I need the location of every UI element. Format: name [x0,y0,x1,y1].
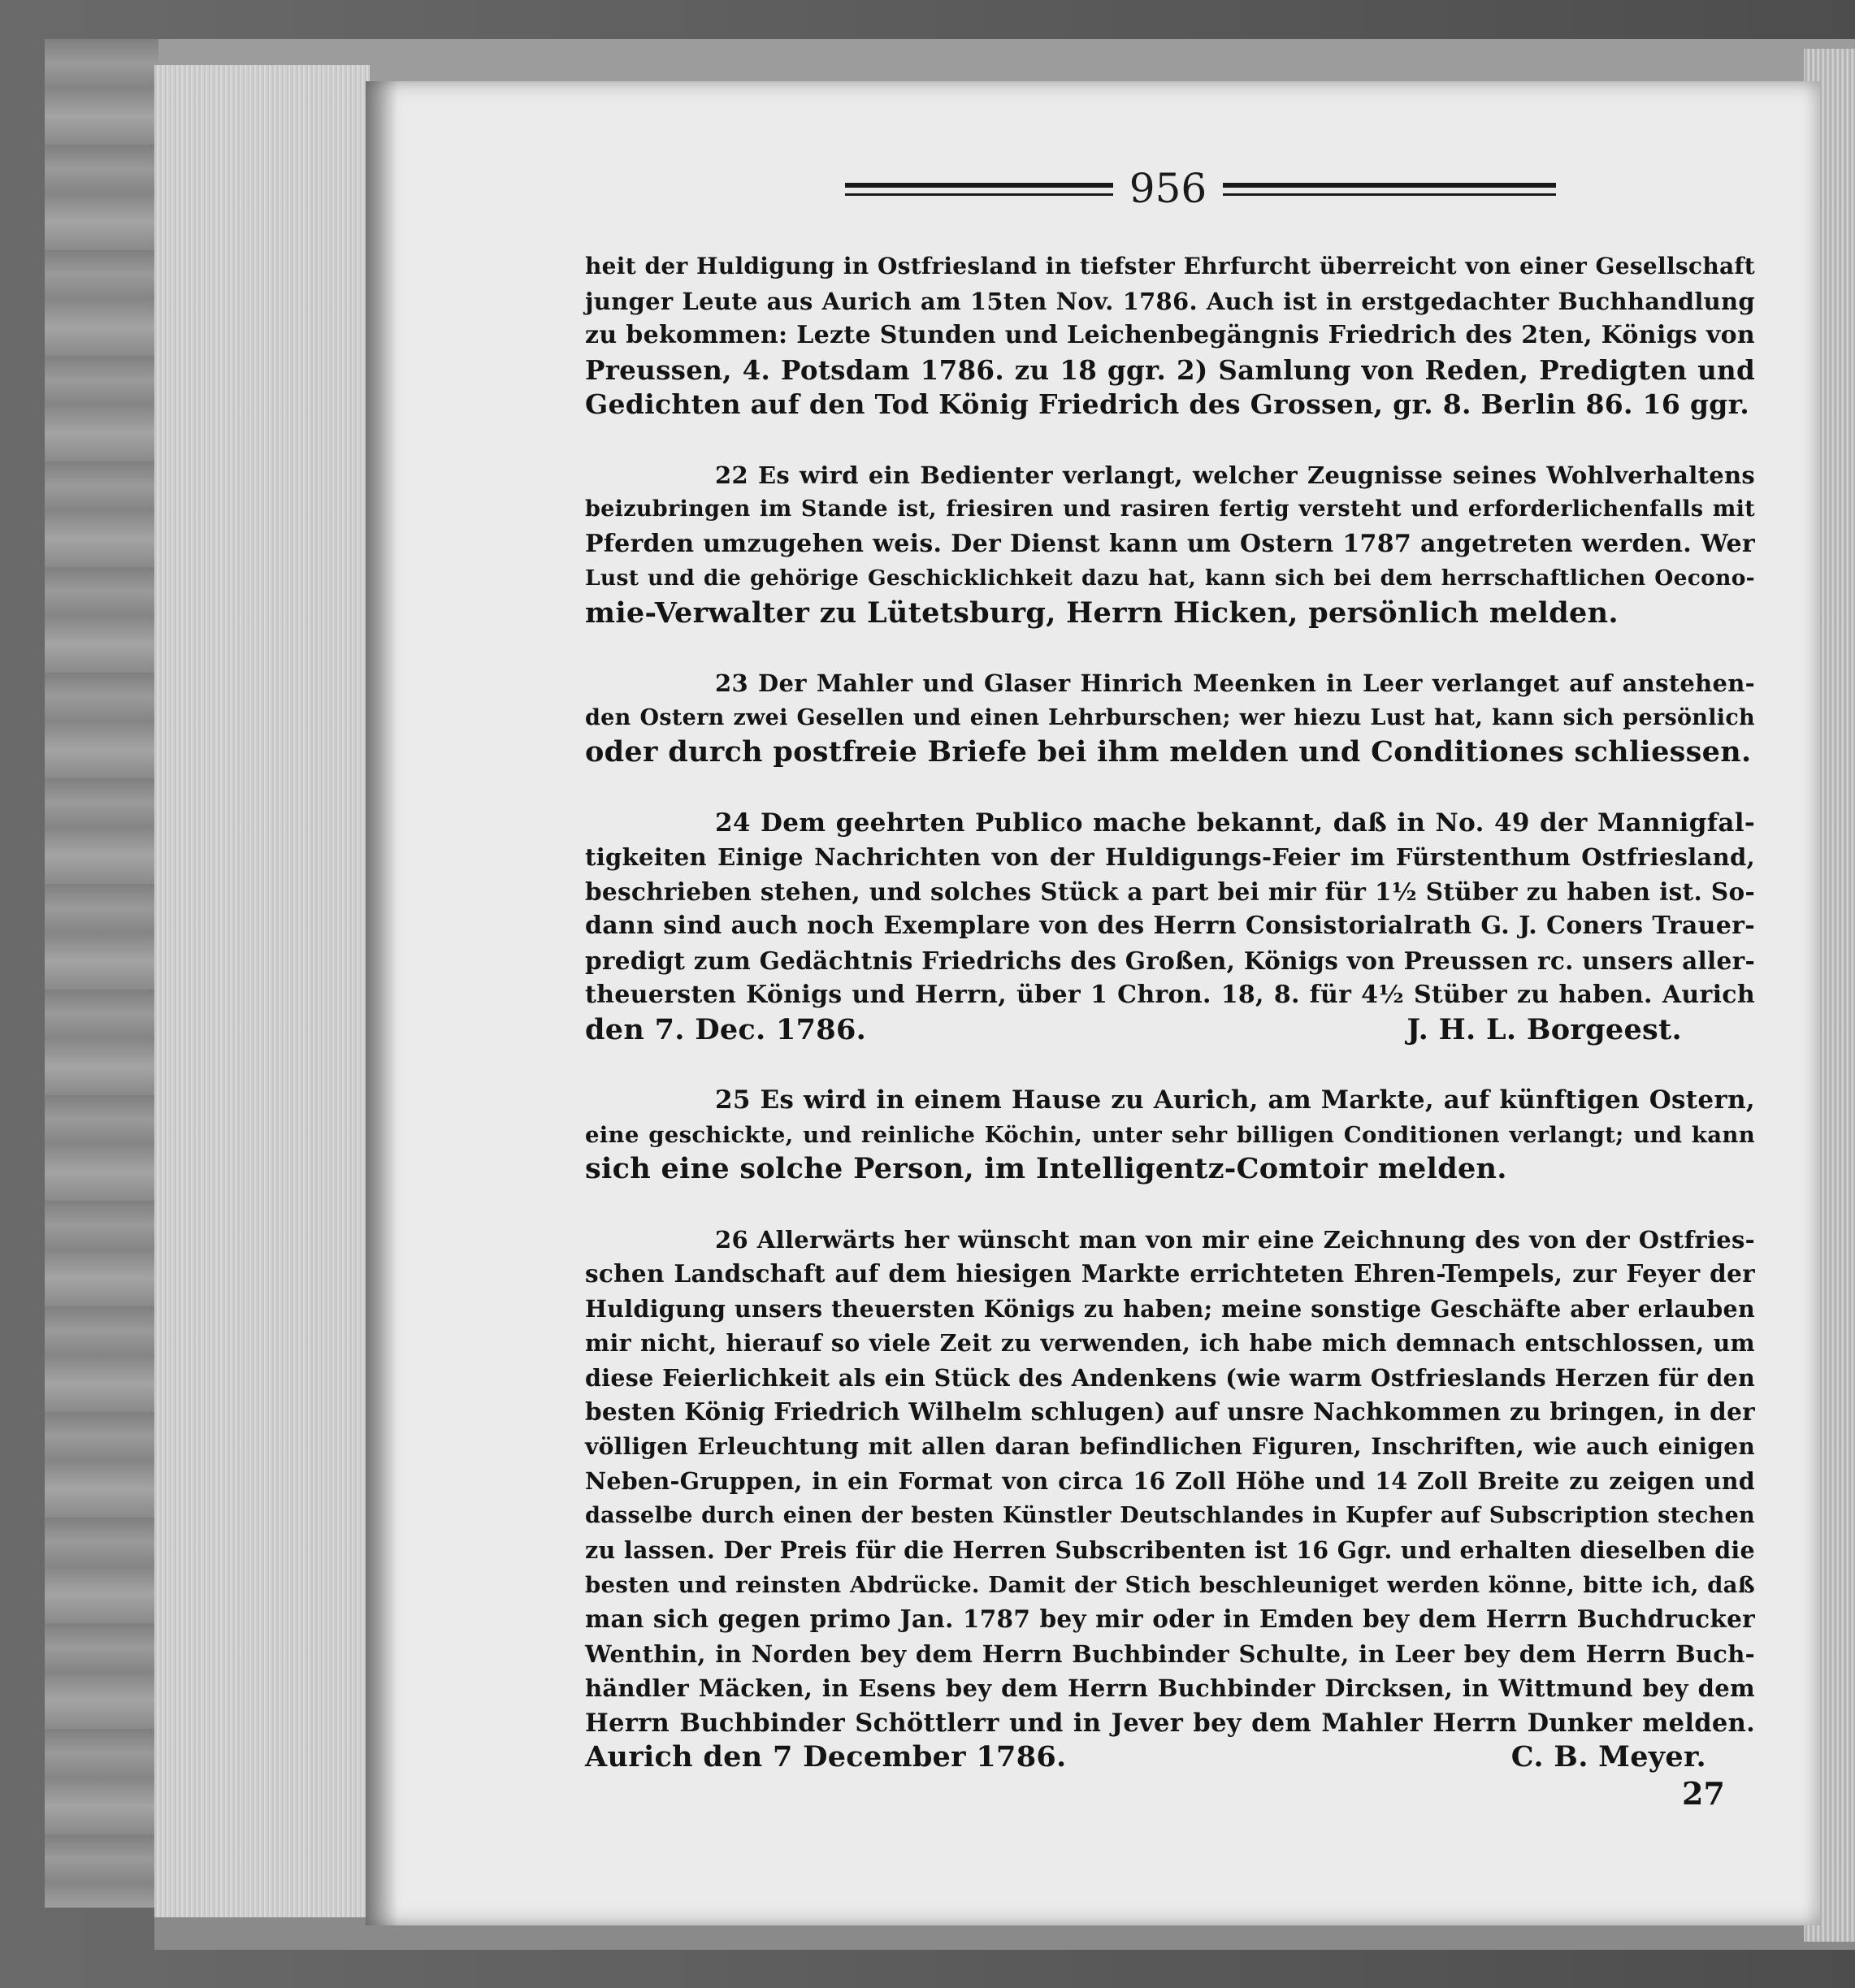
text-line: Wenthin, in Norden bey dem Herrn Buchbinder Schulte, in Leer bey dem Herrn Buch- [585,1639,1755,1668]
text-line: Gedichten auf den Tod König Friedrich des Grossen, gr. 8. Berlin 86. 16 ggr. [585,388,1750,420]
text-line: junger Leute aus Aurich am 15ten Nov. 1786. Auch ist in erstgedachter Buchhandlung [585,287,1755,315]
text-line: Preussen, 4. Potsdam 1786. zu 18 ggr. 2) Samlung von Reden, Predigten und [585,353,1755,386]
text-line: mie-Verwalter zu Lütetsburg, Herrn Hicken, persönlich melden. [585,596,1619,630]
notice-22 [585,458,1755,631]
signature-name: C. B. Meyer. [1510,1740,1706,1774]
notice-26 [585,1223,1755,1775]
paragraph-gap [585,1047,1755,1083]
page-number: 956 [1129,165,1207,212]
signature-date: den 7. Dec. 1786. [585,1012,867,1046]
paragraph-gap [585,422,1755,458]
text-line: sich eine solche Person, im Intelligentz-Comtoir melden. [585,1152,1507,1185]
notice-25 [585,1083,1755,1187]
text-line: 26 Allerwärts her wünscht man von mir eine Zeichnung des von der Ostfries- [715,1225,1755,1254]
book-cover-spine [45,39,158,1908]
text-line: 23 Der Mahler und Glaser Hinrich Meenken in Leer verlanget auf anstehen- [715,669,1755,697]
text-line: Neben-Gruppen, in ein Format von circa 16 Zoll Höhe und 14 Zoll Breite zu zeigen und [585,1467,1755,1495]
text-line: Lust und die gehörige Geschicklichkeit dazu hat, kann sich bei dem herrschaftlichen Oecono- [585,565,1755,591]
text-line: schen Landschaft auf dem hiesigen Markte errichteten Ehren-Tempels, zur Feyer der [585,1259,1755,1288]
gathering-signature: 27 [1682,1775,1725,1812]
notice-21 [585,249,1755,422]
text-line: beizubringen im Stande ist, friesiren und rasiren fertig versteht und erforderlichenfalls mit [585,496,1755,522]
text-line: besten und reinsten Abdrücke. Damit der Stich beschleuniget werden könne, bitte ich, daß [585,1571,1755,1598]
signature-line [585,1740,1755,1775]
text-line: Pferden umzugehen weis. Der Dienst kann um Ostern 1787 angetreten werden. Wer [585,529,1755,558]
page-header [845,165,1755,214]
page-body [585,249,1755,1775]
text-line: heit der Huldigung in Ostfriesland in tiefster Ehrfurcht überreicht von einer Gesellschaft [585,253,1755,279]
notice-23 [585,666,1755,770]
signature-date: Aurich den 7 December 1786. [585,1740,1067,1774]
text-line: zu bekommen: Lezte Stunden und Leichenbegängnis Friedrich des 2ten, Königs von [585,321,1755,349]
header-rule-right [1223,183,1556,196]
text-line: mir nicht, hierauf so viele Zeit zu verwenden, ich habe mich demnach entschlossen, um [585,1329,1755,1357]
text-line: predigt zum Gedächtnis Friedrichs des Großen, Königs von Preussen rc. unsers aller- [585,946,1755,975]
text-line: 22 Es wird ein Bedienter verlangt, welcher Zeugnisse seines Wohlverhaltens [715,461,1755,489]
text-line: dann sind auch noch Exemplare von des Herrn Consistorialrath G. J. Coners Trauer- [585,912,1755,940]
paragraph-gap [585,1187,1755,1223]
header-rule-left [845,183,1113,196]
text-line: 25 Es wird in einem Hause zu Aurich, am Markte, auf künftigen Ostern, [715,1085,1755,1115]
text-line: händler Mäcken, in Esens bey dem Herrn Buchbinder Dircksen, in Wittmund bey dem [585,1674,1755,1702]
text-line: oder durch postfreie Briefe bei ihm melden und Conditiones schliessen. [585,735,1752,769]
text-line: den Ostern zwei Gesellen und einen Lehrburschen; wer hiezu Lust hat, kann sich persönlich [585,704,1755,730]
text-line: eine geschickte, und reinliche Köchin, unter sehr billigen Conditionen verlangt; und kann [585,1121,1755,1148]
paragraph-gap [585,770,1755,806]
text-line: besten König Friedrich Wilhelm schlugen) auf unsre Nachkommen zu bringen, in der [585,1397,1755,1426]
text-line: dasselbe durch einen der besten Künstler Deutschlandes in Kupfer auf Subscription stechen [585,1502,1755,1528]
text-line: Herrn Buchbinder Schöttlerr und in Jever bey dem Mahler Herrn Dunker melden. [585,1708,1755,1738]
notice-24 [585,806,1755,1048]
paragraph-gap [585,630,1755,666]
signature-line [585,1013,1755,1048]
page-edges [154,65,370,1934]
text-line: Huldigung unsers theuersten Königs zu haben; meine sonstige Geschäfte aber erlauben [585,1294,1755,1323]
text-line: tigkeiten Einige Nachrichten von der Huldigungs-Feier im Fürstenthum Ostfriesland, [585,843,1755,871]
signature-name: J. H. L. Borgeest. [1406,1012,1682,1046]
text-line: man sich gegen primo Jan. 1787 bey mir oder in Emden bey dem Herrn Buchdrucker [585,1605,1755,1633]
text-line: theuersten Königs und Herrn, über 1 Chron. 18, 8. für 4½ Stüber zu haben. Aurich [585,981,1755,1009]
text-line: zu lassen. Der Preis für die Herren Subscribenten ist 16 Ggr. und erhalten dieselben die [585,1536,1755,1564]
gutter-shadow [366,81,398,1925]
text-line: 24 Dem geehrten Publico mache bekannt, daß in No. 49 der Mannigfal- [715,808,1755,838]
text-line: völligen Erleuchtung mit allen daran befindlichen Figuren, Inschriften, wie auch einigen [585,1432,1755,1460]
text-line: diese Feierlichkeit als ein Stück des Andenkens (wie warm Ostfrieslands Herzen für den [585,1363,1755,1392]
text-line: beschrieben stehen, und solches Stück a part bei mir für 1½ Stüber zu haben ist. So- [585,877,1755,906]
